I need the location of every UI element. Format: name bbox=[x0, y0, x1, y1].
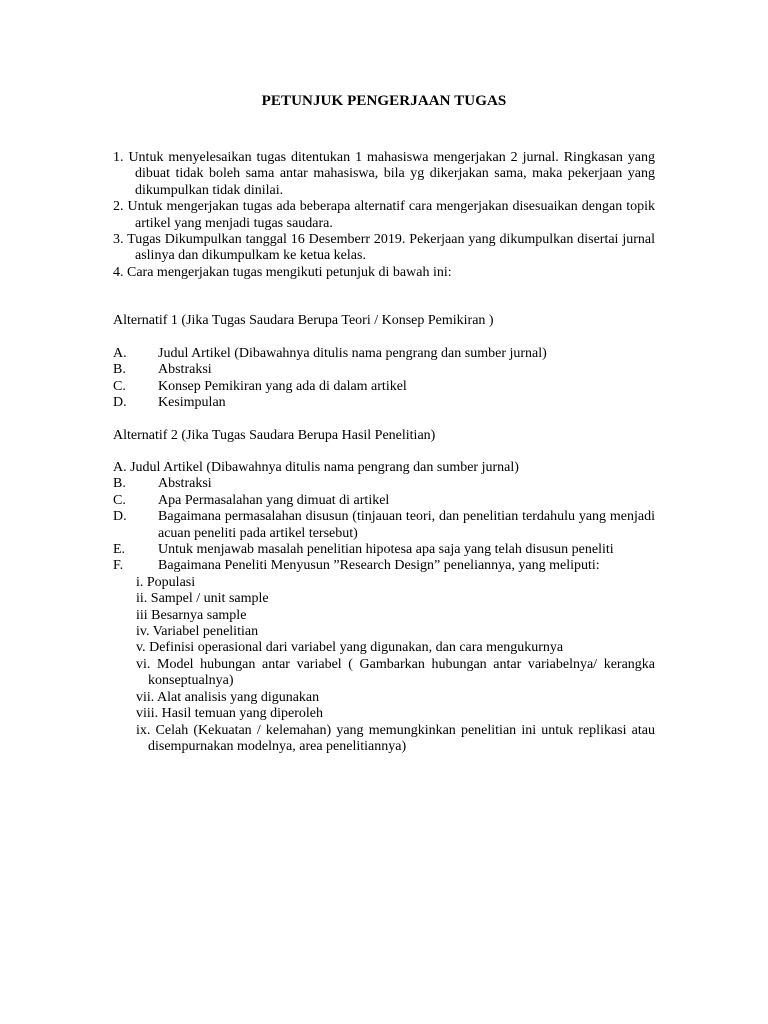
list-text: Konsep Pemikiran yang ada di dalam artikel bbox=[158, 378, 407, 394]
sublist-item: vii. Alat analisis yang digunakan bbox=[136, 689, 320, 705]
sublist-item: i. Populasi bbox=[136, 574, 196, 590]
instruction-item: 1. Untuk menyelesaikan tugas ditentukan 1 mahasiswa mengerjakan 2 jurnal. Ringkasan yang dibuat tidak boleh sama antar mahasiswa, bila yg dikerjakan sama, maka pekerjaan yang dikumpulkan tidak dinilai. bbox=[113, 150, 655, 198]
list-text: Abstraksi bbox=[158, 476, 212, 492]
list-text: Kesimpulan bbox=[158, 395, 226, 411]
list-text: Untuk menjawab masalah penelitian hipotesa apa saja yang telah disusun peneliti bbox=[158, 542, 614, 558]
list-label: F. bbox=[113, 558, 124, 574]
page-title: PETUNJUK PENGERJAAN TUGAS bbox=[261, 93, 507, 109]
list-text: Bagaimana Peneliti Menyusun ”Research Design” peneliannya, yang meliputi: bbox=[158, 558, 600, 574]
list-text: Judul Artikel (Dibawahnya ditulis nama pengrang dan sumber jurnal) bbox=[158, 346, 547, 361]
list-label: B. bbox=[113, 362, 126, 378]
alternative-1-list bbox=[113, 346, 655, 412]
list-item bbox=[113, 542, 655, 558]
list-text: Apa Permasalahan yang dimuat di artikel bbox=[158, 492, 390, 508]
list-item bbox=[113, 493, 655, 509]
list-label: D. bbox=[113, 395, 127, 411]
sublist bbox=[113, 575, 655, 755]
instruction-item: 4. Cara mengerjakan tugas mengikuti petunjuk di bawah ini: bbox=[113, 264, 452, 280]
instruction-list bbox=[113, 150, 655, 281]
sublist-item: v. Definisi operasional dari variabel yang digunakan, dan cara mengukurnya bbox=[136, 640, 564, 656]
alternative-2-heading: Alternatif 2 (Jika Tugas Saudara Berupa Hasil Penelitian) bbox=[113, 428, 436, 443]
list-item bbox=[113, 476, 655, 492]
list-text: Abstraksi bbox=[158, 362, 212, 378]
sublist-item: iii Besarnya sample bbox=[136, 607, 247, 623]
list-label: E. bbox=[113, 542, 126, 558]
list-label: D. bbox=[113, 509, 127, 525]
sublist-item: iv. Variabel penelitian bbox=[136, 624, 259, 640]
list-text: Bagaimana permasalahan disusun (tinjauan teori, dan penelitian terdahulu yang menjadi acuan peneliti pada artikel tersebut) bbox=[158, 509, 655, 541]
instruction-item: 3. Tugas Dikumpulkan tanggal 16 Desemberr 2019. Pekerjaan yang dikumpulkan disertai jurnal aslinya dan dikumpulkam ke ketua kelas. bbox=[113, 232, 655, 264]
sublist-item: ix. Celah (Kekuatan / kelemahan) yang memungkinkan penelitian ini untuk replikasi atau disempurnakan modelnya, area penelitiannya) bbox=[136, 722, 655, 754]
list-label: B. bbox=[113, 476, 126, 492]
list-item bbox=[113, 395, 655, 411]
list-label: C. bbox=[113, 492, 126, 508]
list-label: A. bbox=[113, 346, 127, 361]
list-item bbox=[113, 362, 655, 378]
sublist-item: vi. Model hubungan antar variabel ( Gambarkan hubungan antar variabelnya/ kerangka konseptualnya) bbox=[136, 656, 655, 689]
sublist-item: viii. Hasil temuan yang diperoleh bbox=[136, 706, 324, 722]
list-label: C. bbox=[113, 378, 126, 394]
list-item bbox=[113, 509, 655, 542]
alternative-1-heading: Alternatif 1 (Jika Tugas Saudara Berupa Teori / Konsep Pemikiran ) bbox=[113, 313, 494, 328]
sublist-item: ii. Sampel / unit sample bbox=[136, 591, 269, 607]
list-item bbox=[113, 558, 655, 574]
alternative-2-list bbox=[113, 460, 655, 755]
list-item bbox=[113, 346, 655, 362]
list-item: A. Judul Artikel (Dibawahnya ditulis nama pengrang dan sumber jurnal) bbox=[113, 460, 519, 475]
list-item bbox=[113, 379, 655, 395]
instruction-item: 2. Untuk mengerjakan tugas ada beberapa alternatif cara mengerjakan disesuaikan dengan topik artikel yang menjadi tugas saudara. bbox=[113, 199, 655, 231]
